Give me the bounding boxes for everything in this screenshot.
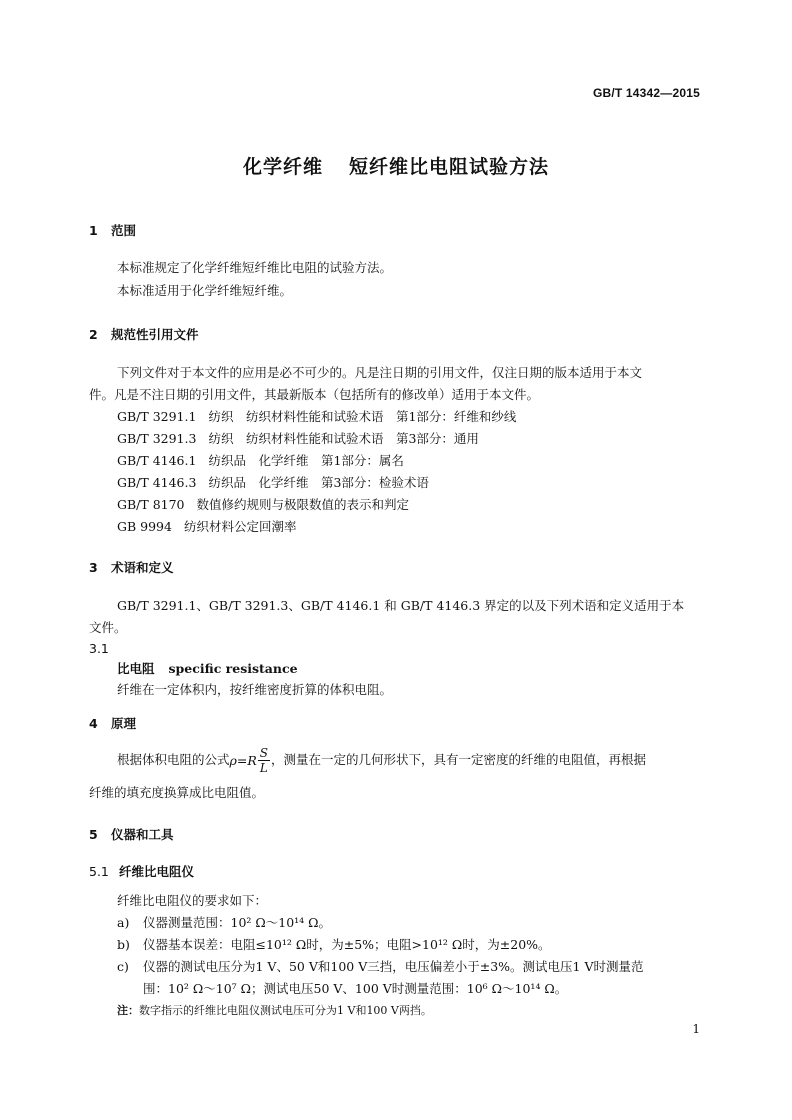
reference-item: GB 9994 纺织材料公定回潮率: [117, 519, 297, 534]
reference-item: GB/T 4146.3 纺织品 化学纤维 第3部分：检验术语: [117, 475, 429, 490]
section-5-1-intro: 纤维比电阻仪的要求如下：: [117, 893, 268, 908]
section-4-heading: 4 原理: [89, 716, 137, 731]
section-1-heading: 1 范围: [89, 223, 137, 238]
section-4-para-line-2: 纤维的填充度换算成比电阻值。: [89, 785, 265, 800]
document-title: [0, 152, 792, 179]
note-text: 数字指示的纤维比电阻仪测试电压可分为1 V和100 V两挡。: [139, 1004, 432, 1017]
section-2-heading: 2 规范性引用文件: [89, 327, 199, 342]
section-2-intro-line-2: 件。凡是不注日期的引用文件，其最新版本（包括所有的修改单）适用于本文件。: [89, 387, 540, 402]
formula-fraction: $\frac{S}{L}$: [259, 746, 268, 775]
list-item: c) 仪器的测试电压分为1 V、50 V和100 V三挡，电压偏差小于±3%。测试电压1 V时测量范: [117, 959, 644, 974]
title-part2: 短纤维比电阻试验方法: [349, 156, 550, 178]
section-3-para-line-2: 文件。: [89, 620, 127, 635]
list-item-continuation: 围：10² Ω～10⁷ Ω；测试电压50 V、100 V时测量范围：10⁶ Ω～10¹⁴ Ω。: [143, 981, 568, 996]
page-number: 1: [692, 1022, 700, 1036]
note-label: 注：: [117, 1004, 139, 1017]
list-item: a) 仪器测量范围：10² Ω～10¹⁴ Ω。: [117, 915, 332, 930]
reference-item: GB/T 4146.1 纺织品 化学纤维 第1部分：属名: [117, 453, 404, 468]
section-4-para-line-1: 根据体积电阻的公式ρ=R $\frac{S}{L}$ ，测量在一定的几何形状下，具有一定密度的纤维的电阻值，再根据: [117, 746, 646, 775]
reference-item: GB/T 3291.1 纺织 纺织材料性能和试验术语 第1部分：纤维和纱线: [117, 409, 517, 424]
reference-item: GB/T 8170 数值修约规则与极限数值的表示和判定: [117, 497, 410, 512]
section-2-intro-line-1: 下列文件对于本文件的应用是必不可少的。凡是注日期的引用文件，仅注日期的版本适用于本文: [117, 365, 643, 380]
section-1-para-1: 本标准规定了化学纤维短纤维比电阻的试验方法。: [117, 260, 393, 275]
term-chinese: 比电阻: [117, 661, 155, 676]
list-item: b) 仪器基本误差：电阻≤10¹² Ω时，为±5%；电阻>10¹² Ω时，为±20%。: [117, 937, 551, 952]
term-english: specific resistance: [168, 661, 298, 676]
term-definition: 纤维在一定体积内，按纤维密度折算的体积电阻。: [117, 682, 393, 697]
section-3-para-line-1: GB/T 3291.1、GB/T 3291.3、GB/T 4146.1 和 GB/T 4146.3 界定的以及下列术语和定义适用于本: [117, 598, 685, 613]
section-5-heading: 5 仪器和工具: [89, 827, 174, 842]
section-1-para-2: 本标准适用于化学纤维短纤维。: [117, 283, 293, 298]
subsection-3-1-number: 3.1: [89, 641, 109, 656]
section-3-heading: 3 术语和定义: [89, 560, 174, 575]
term-entry: [117, 659, 298, 679]
formula-lhs: ρ=R: [229, 752, 257, 768]
standard-code: GB/T 14342—2015: [592, 86, 700, 100]
note: [117, 1001, 432, 1021]
reference-item: GB/T 3291.3 纺织 纺织材料性能和试验术语 第3部分：通用: [117, 431, 479, 446]
title-part1: 化学纤维: [242, 156, 323, 178]
subsection-5-1-heading: 5.1 纤维比电阻仪: [89, 864, 195, 879]
